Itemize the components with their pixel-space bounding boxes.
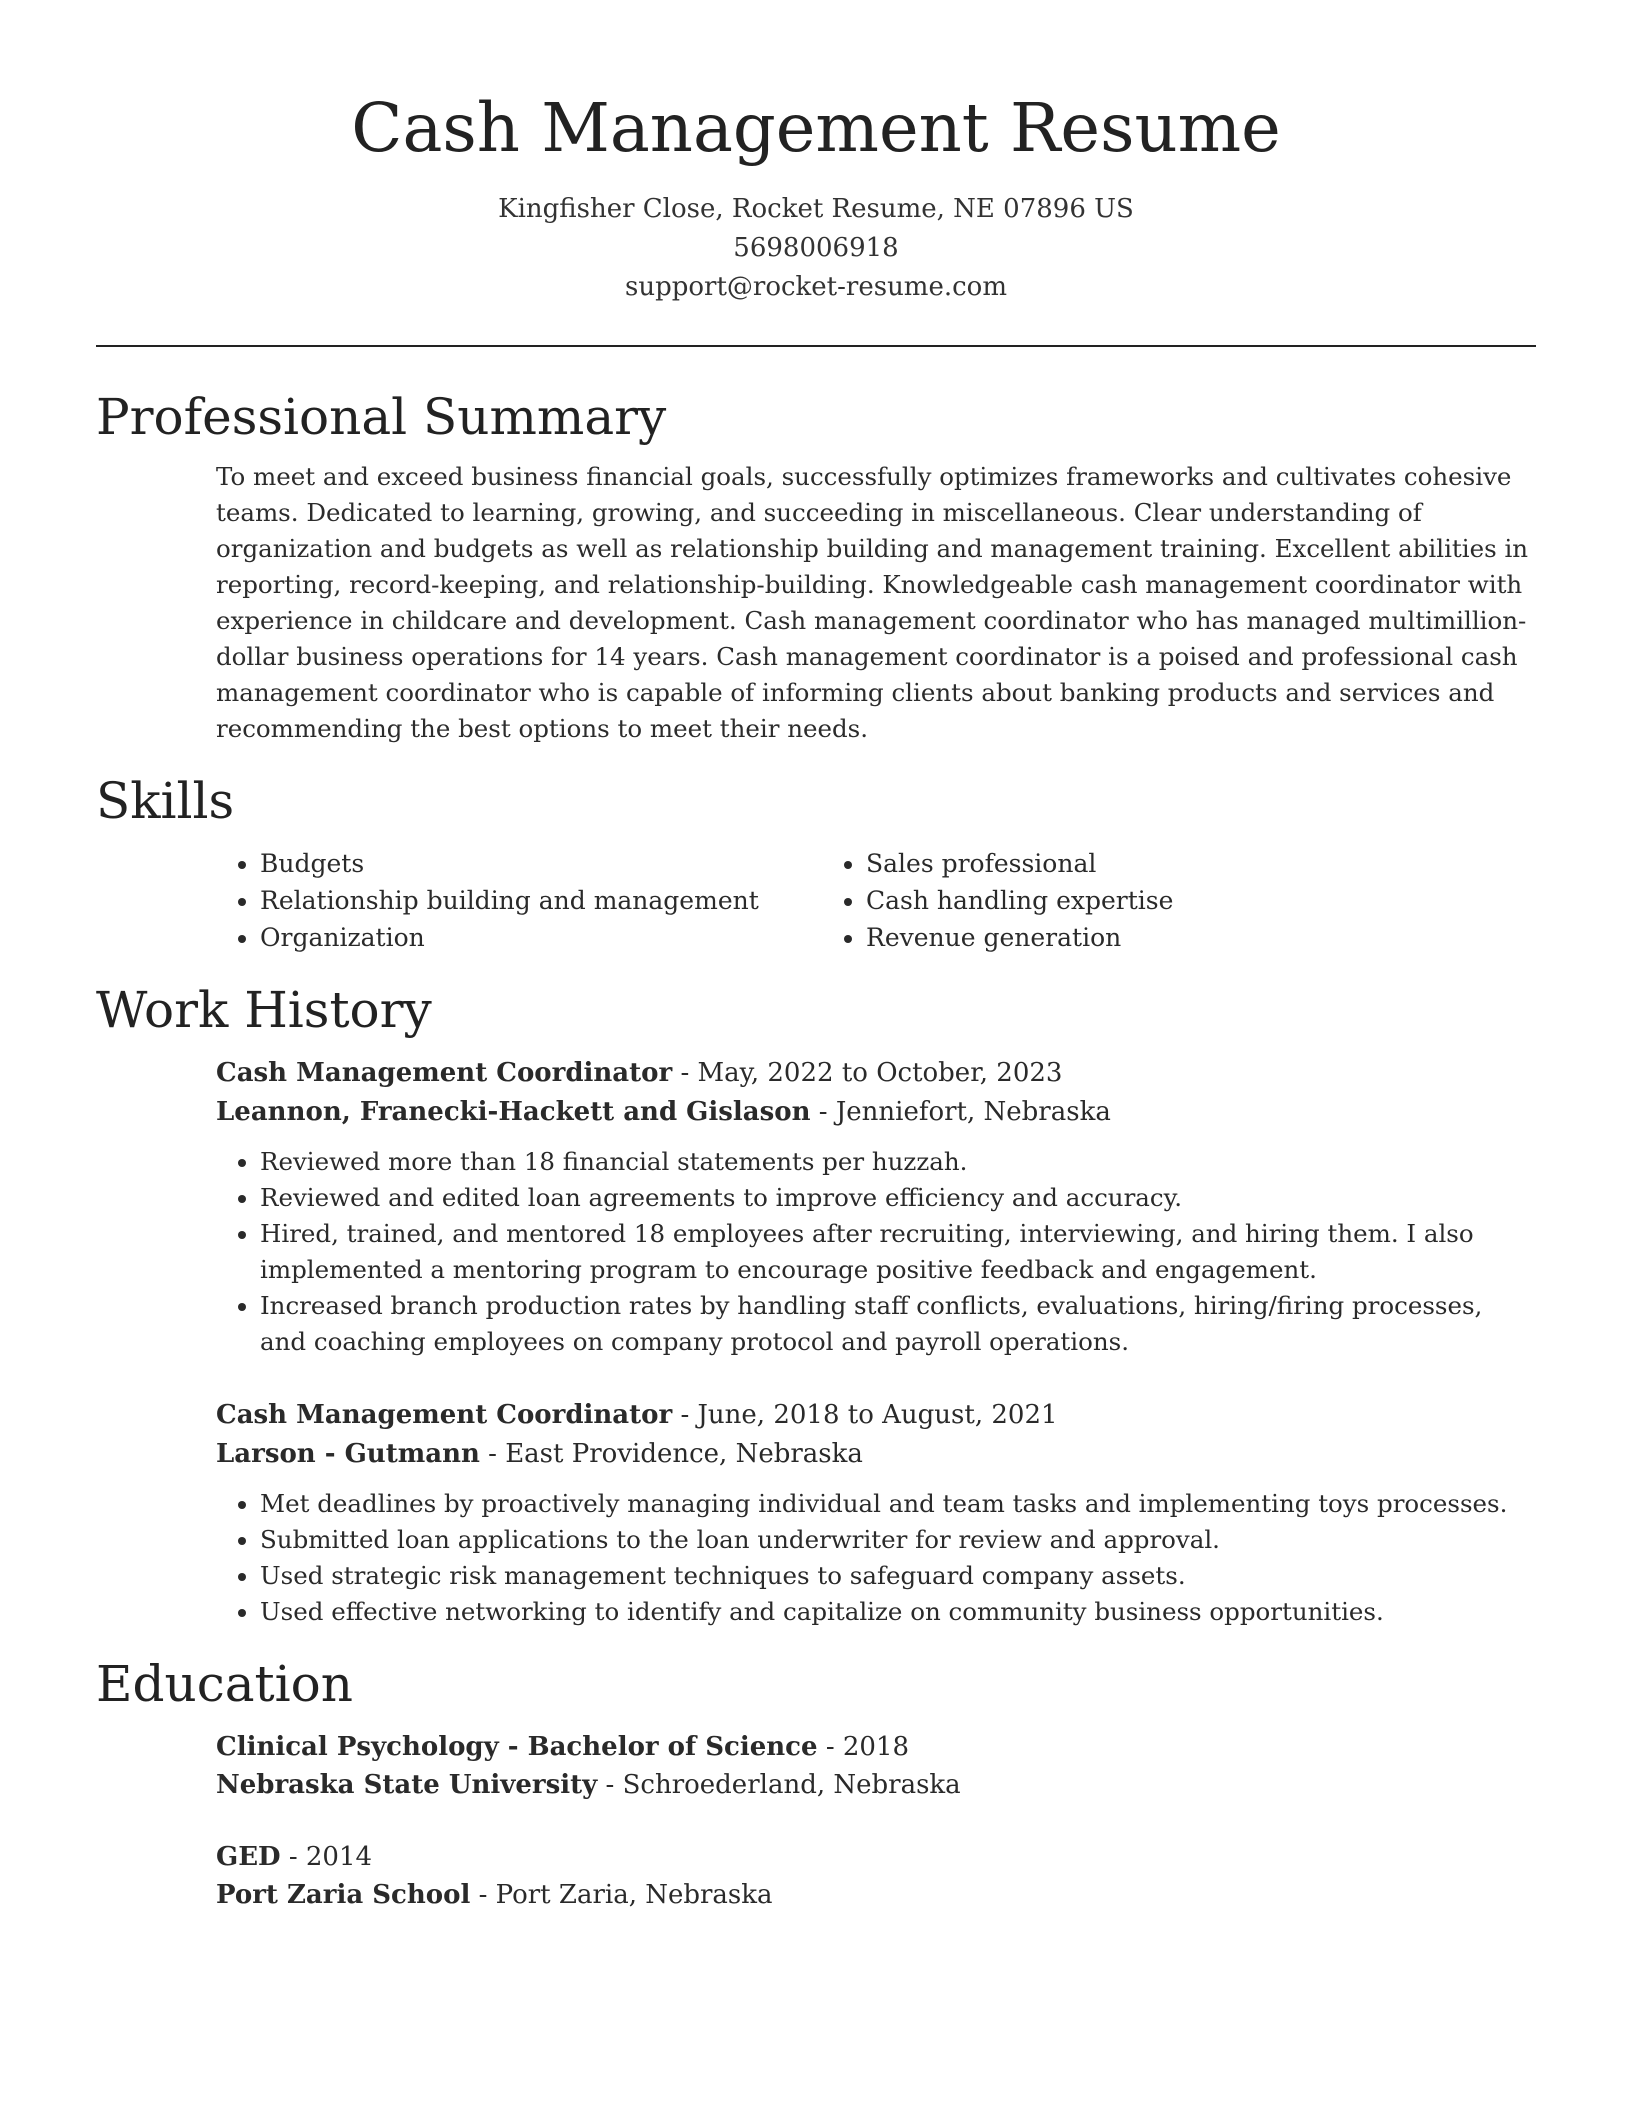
skills-grid	[96, 845, 1536, 956]
job-bullet: • Met deadlines by proactively managing individual and team tasks and implementing toys processes.	[260, 1486, 1536, 1522]
resume-title: Cash Management Resume	[351, 89, 1281, 167]
skill-item: • Revenue generation	[866, 919, 1462, 956]
job-bullet: • Used strategic risk management techniques to safeguard company assets.	[260, 1558, 1536, 1594]
job-entry	[216, 1054, 1536, 1360]
education-degree: GED	[216, 1842, 281, 1872]
job-title-line	[216, 1054, 1536, 1093]
contact-block	[96, 190, 1536, 307]
skill-item: • Budgets	[260, 845, 822, 882]
education-degree: Clinical Psychology - Bachelor of Science	[216, 1732, 818, 1762]
contact-email: support@rocket-resume.com	[624, 272, 1007, 302]
job-company: Larson - Gutmann	[216, 1439, 480, 1469]
job-company: Leannon, Franecki-Hackett and Gislason	[216, 1097, 811, 1127]
skill-item: • Relationship building and management	[260, 882, 822, 919]
education-entry	[216, 1838, 1536, 1914]
education-degree-line	[216, 1728, 1536, 1766]
education-year: - 2014	[280, 1842, 373, 1872]
skills-column-left	[216, 845, 822, 956]
job-bullet: • Used effective networking to identify and capitalize on community business opportunities.	[260, 1594, 1536, 1630]
skill-item: • Cash handling expertise	[866, 882, 1462, 919]
education-school-line	[216, 1766, 1536, 1804]
summary-section	[96, 387, 1536, 747]
header-divider	[96, 345, 1536, 347]
work-history-heading: Work History	[96, 981, 432, 1039]
job-bullet: • Hired, trained, and mentored 18 employees after recruiting, interviewing, and hiring them. I also implemented a mentoring program to encourage positive feedback and engagement.	[260, 1216, 1536, 1288]
job-bullets	[216, 1486, 1536, 1630]
education-location: - Schroederland, Nebraska	[597, 1770, 961, 1800]
skills-heading: Skills	[96, 772, 235, 830]
job-role: Cash Management Coordinator	[216, 1058, 673, 1088]
education-degree-line	[216, 1838, 1536, 1876]
education-year: - 2018	[817, 1732, 910, 1762]
job-dates: - June, 2018 to August, 2021	[672, 1400, 1058, 1430]
skills-column-right	[822, 845, 1462, 956]
education-school: Port Zaria School	[216, 1880, 471, 1910]
job-location: - East Providence, Nebraska	[479, 1439, 863, 1469]
resume-header	[96, 0, 1536, 307]
job-bullet: • Reviewed and edited loan agreements to improve efficiency and accuracy.	[260, 1180, 1536, 1216]
job-entry	[216, 1396, 1536, 1630]
job-company-line	[216, 1093, 1536, 1132]
education-school-line	[216, 1876, 1536, 1914]
job-dates: - May, 2022 to October, 2023	[672, 1058, 1063, 1088]
skills-section	[96, 771, 1536, 956]
job-bullet: • Reviewed more than 18 financial statements per huzzah.	[260, 1144, 1536, 1180]
education-school: Nebraska State University	[216, 1770, 598, 1800]
job-location: - Jenniefort, Nebraska	[810, 1097, 1111, 1127]
summary-text: To meet and exceed business financial goals, successfully optimizes frameworks and cultivates cohesive teams. Dedicated to learning, growing, and succeeding in miscellaneous. Clear understanding of organization and budgets as well as relationship building and management training. Excellent abilities in reporting, record-keeping, and relationship-building. Knowledgeable cash management coordinator with experience in childcare and development. Cash management coordinator who has managed multimillion-dollar business operations for 14 years. Cash management coordinator is a poised and professional cash management coordinator who is capable of informing clients about banking products and services and recommending the best options to meet their needs.	[216, 462, 1529, 743]
skill-item: • Sales professional	[866, 845, 1462, 882]
job-title-line	[216, 1396, 1536, 1435]
work-history-section	[96, 980, 1536, 1630]
summary-heading: Professional Summary	[96, 388, 667, 446]
education-section	[96, 1654, 1536, 1914]
education-location: - Port Zaria, Nebraska	[470, 1880, 773, 1910]
education-entry	[216, 1728, 1536, 1804]
job-company-line	[216, 1435, 1536, 1474]
job-bullet: • Submitted loan applications to the loan underwriter for review and approval.	[260, 1522, 1536, 1558]
job-bullet: • Increased branch production rates by handling staff conflicts, evaluations, hiring/firing processes, and coaching employees on company protocol and payroll operations.	[260, 1288, 1536, 1360]
contact-phone: 5698006918	[733, 233, 899, 263]
skill-item: • Organization	[260, 919, 822, 956]
job-role: Cash Management Coordinator	[216, 1400, 673, 1430]
job-bullets	[216, 1144, 1536, 1360]
contact-address: Kingfisher Close, Rocket Resume, NE 07896 US	[498, 194, 1134, 224]
education-heading: Education	[96, 1655, 353, 1713]
